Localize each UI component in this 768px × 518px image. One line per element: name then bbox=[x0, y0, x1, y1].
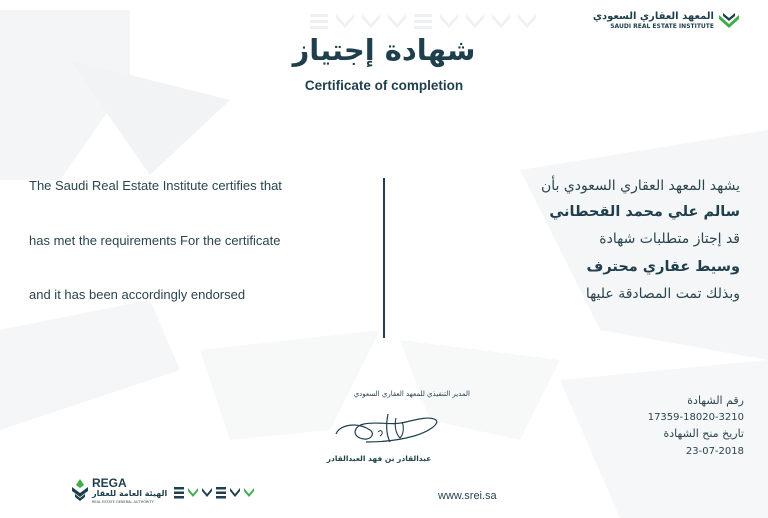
srei-chevron-icon bbox=[718, 13, 740, 31]
certificate-name: وسيط عقاري محترف bbox=[586, 259, 740, 275]
srei-logo-en: SAUDI REAL ESTATE INSTITUTE bbox=[610, 23, 714, 30]
handwritten-signature bbox=[330, 408, 442, 452]
rega-emblem-icon bbox=[70, 479, 90, 501]
certificate-date: 23-07-2018 bbox=[685, 446, 744, 457]
website-link[interactable]: www.srei.sa bbox=[438, 490, 497, 502]
rega-logo-en: REGA bbox=[92, 476, 127, 490]
certificate-number: 17359-18020-3210 bbox=[647, 412, 744, 423]
certificate-title-ar: شهادة إجتياز bbox=[292, 33, 476, 67]
rega-logo bbox=[70, 476, 170, 506]
body-ar-line-1: يشهد المعهد العقاري السعودي بأن bbox=[540, 178, 740, 194]
header-pattern bbox=[310, 14, 536, 29]
footer-pattern bbox=[174, 486, 260, 500]
srei-logo-ar: المعهد العقاري السعودي bbox=[592, 11, 714, 22]
body-en-line-1: The Saudi Real Estate Institute certifies that bbox=[29, 178, 282, 193]
signatory-title: المدير التنفيذي للمعهد العقاري السعودي bbox=[353, 390, 470, 398]
body-ar-line-2: قد إجتاز متطلبات شهادة bbox=[599, 231, 740, 247]
body-ar-line-3: وبذلك تمت المصادقة عليها bbox=[585, 286, 740, 302]
body-en-line-3: and it has been accordingly endorsed bbox=[29, 287, 246, 302]
rega-logo-ar: الهيئة العامة للعقار bbox=[92, 489, 168, 498]
body-en-line-2: has met the requirements For the certificate bbox=[29, 233, 281, 248]
certificate-title-en: Certificate of completion bbox=[304, 78, 464, 93]
recipient-name: سالم علي محمد القحطاني bbox=[549, 204, 740, 220]
certificate-number-label: رقم الشهادة bbox=[687, 394, 744, 407]
certificate-date-label: تاريخ منح الشهادة bbox=[663, 427, 744, 440]
center-divider bbox=[383, 178, 385, 338]
rega-logo-sub: REAL ESTATE GENERAL AUTHORITY bbox=[92, 500, 154, 504]
signatory-name: عبدالقادر بن فهد العبدالقادر bbox=[326, 454, 432, 463]
srei-logo bbox=[592, 11, 740, 33]
